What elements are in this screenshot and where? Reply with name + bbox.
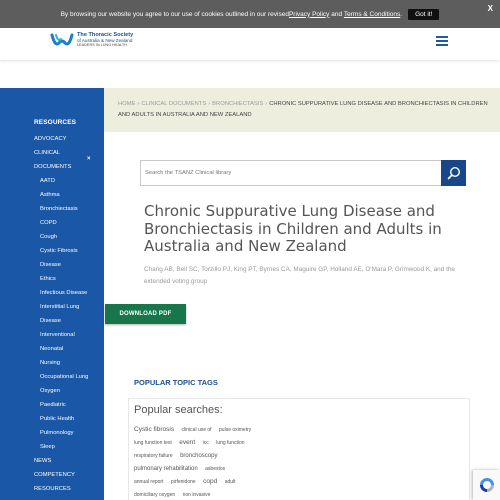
tag-link[interactable]: adult [224, 479, 236, 485]
tag-link[interactable]: pulmonary rehabilitation [134, 466, 198, 472]
sidebar-sub-pulmonology[interactable]: Pulmonology [40, 430, 74, 436]
tag-link[interactable]: respiratory failure [134, 453, 173, 459]
tag-link[interactable]: bronchoscopy [180, 453, 218, 459]
tag-link[interactable]: lung function [216, 440, 245, 446]
sidebar-sub-bronchiectasis[interactable]: Bronchiectasis [40, 206, 78, 212]
collapse-icon[interactable]: × [87, 156, 91, 162]
download-pdf-button[interactable]: DOWNLOAD PDF [105, 304, 186, 324]
site-header [0, 28, 500, 60]
tag-link[interactable]: pulse oximetry [219, 427, 252, 433]
cookie-banner [0, 0, 500, 28]
breadcrumb-bronchiectasis[interactable]: BRONCHIECTASIS [212, 101, 264, 107]
sidebar-sub-asthma[interactable]: Asthma [40, 192, 60, 198]
privacy-policy-link[interactable]: Privacy Policy [288, 10, 330, 18]
breadcrumb-separator-icon: › [208, 101, 211, 107]
logo-title-2: of Australia & New Zealand [77, 37, 133, 43]
sidebar-sub-copd[interactable]: COPD [40, 220, 57, 226]
recaptcha-badge[interactable] [473, 470, 500, 500]
search-input[interactable] [145, 161, 435, 185]
sidebar-sub-infectious-disease[interactable]: Infectious Disease [40, 290, 88, 296]
breadcrumb [118, 99, 490, 122]
sidebar-sub-nursing[interactable]: Nursing [40, 360, 60, 366]
tag-link[interactable]: event [179, 439, 196, 446]
site-logo[interactable] [50, 31, 133, 50]
breadcrumb-separator-icon: › [137, 101, 140, 107]
breadcrumb-clinical-documents[interactable]: CLINICAL DOCUMENTS [141, 101, 207, 107]
sidebar-sub-interstitial-lung[interactable]: Interstitial Lung [40, 304, 80, 310]
breadcrumb-separator-icon: › [265, 101, 268, 107]
popular-tags-heading: POPULAR TOPIC TAGS [134, 378, 218, 387]
sidebar-item-advocacy[interactable]: ADVOCACY [34, 136, 67, 142]
sidebar-sub-paediatric[interactable]: Paediatric [40, 402, 66, 408]
popular-searches-heading: Popular searches: [134, 404, 223, 416]
sidebar-sub-neonatal[interactable]: Neonatal [40, 346, 64, 352]
sidebar-item-resources[interactable]: RESOURCES [34, 486, 71, 492]
sidebar-sub-interventional[interactable]: Interventional [40, 332, 75, 338]
tag-link[interactable]: asbestos [205, 466, 226, 472]
search-button[interactable] [441, 160, 466, 186]
tag-link[interactable]: annual report [134, 479, 164, 485]
breadcrumb-home[interactable]: HOME [118, 101, 136, 107]
recaptcha-icon [478, 476, 496, 494]
sidebar-sub-public-health[interactable]: Public Health [40, 416, 75, 422]
logo-title-1: The Thoracic Society [77, 32, 134, 38]
library-search [140, 160, 466, 186]
sidebar-item-clinical[interactable]: CLINICAL [34, 150, 61, 156]
tag-link[interactable]: domiciliary oxygen [134, 492, 176, 498]
cookie-message: By browsing our website you agree to our use of cookies outlined in our revised [60, 10, 289, 18]
sidebar-sub-oxygen[interactable]: Oxygen [40, 388, 60, 394]
tag-link[interactable]: Cystic fibrosis [134, 426, 175, 433]
article-authors: Chang AB, Bell SC, Torzillo PJ, King PT, Byrnes CA, Maguire GP, Holland AE, O'Mara P, Grimwood K, and the extended voting group [144, 266, 455, 285]
sidebar-heading: RESOURCES [34, 119, 77, 126]
sidebar-sub-cystic-fibrosis[interactable]: Cystic Fibrosis [40, 248, 78, 254]
breadcrumb-bar [104, 88, 500, 132]
cookie-accept-button[interactable]: Got it! [408, 9, 439, 20]
close-icon[interactable]: X [487, 4, 493, 13]
hamburger-menu-icon[interactable] [436, 36, 448, 46]
sidebar [0, 88, 104, 500]
tag-link[interactable]: lung function test [134, 440, 172, 446]
logo-icon [50, 31, 74, 50]
tag-link[interactable]: non invasive [182, 492, 211, 498]
sidebar-item-news[interactable]: NEWS [34, 458, 52, 464]
tag-link[interactable]: pirfenidone [170, 479, 196, 485]
sidebar-sub-cough[interactable]: Cough [40, 234, 58, 240]
tag-cloud [134, 422, 264, 500]
tag-link[interactable]: icc [202, 440, 209, 446]
tag-link[interactable]: clinical use of [181, 427, 212, 433]
cookie-and-text: and [329, 10, 344, 18]
sidebar-item-competency[interactable]: COMPETENCY [34, 472, 75, 478]
logo-tagline: LEADERS IN LUNG HEALTH [77, 43, 127, 48]
page-title: Chronic Suppurative Lung Disease and Bronchiectasis in Children and Adults in Australia and New Zealand [144, 202, 442, 255]
sidebar-sub-occupational-lung[interactable]: Occupational Lung [40, 374, 89, 380]
search-icon [447, 166, 461, 180]
terms-link[interactable]: Terms & Conditions [343, 10, 401, 18]
breadcrumb-current: CHRONIC SUPPURATIVE LUNG DISEASE AND BRONCHIECTASIS IN CHILDREN AND ADULTS IN AUSTRALIA AND NEW ZEALAND [118, 101, 488, 119]
sidebar-sub-ethics[interactable]: Ethics [40, 276, 56, 282]
sidebar-sub-interstitial-lung-disease[interactable]: Disease [40, 318, 61, 324]
sidebar-sub-aatd[interactable]: AATD [40, 178, 56, 184]
sidebar-item-documents[interactable]: DOCUMENTS [34, 164, 72, 170]
sidebar-sub-sleep[interactable]: Sleep [40, 444, 55, 450]
sidebar-sub-disease[interactable]: Disease [40, 262, 61, 268]
cookie-period: . [400, 10, 403, 18]
tag-link[interactable]: copd [203, 478, 218, 485]
